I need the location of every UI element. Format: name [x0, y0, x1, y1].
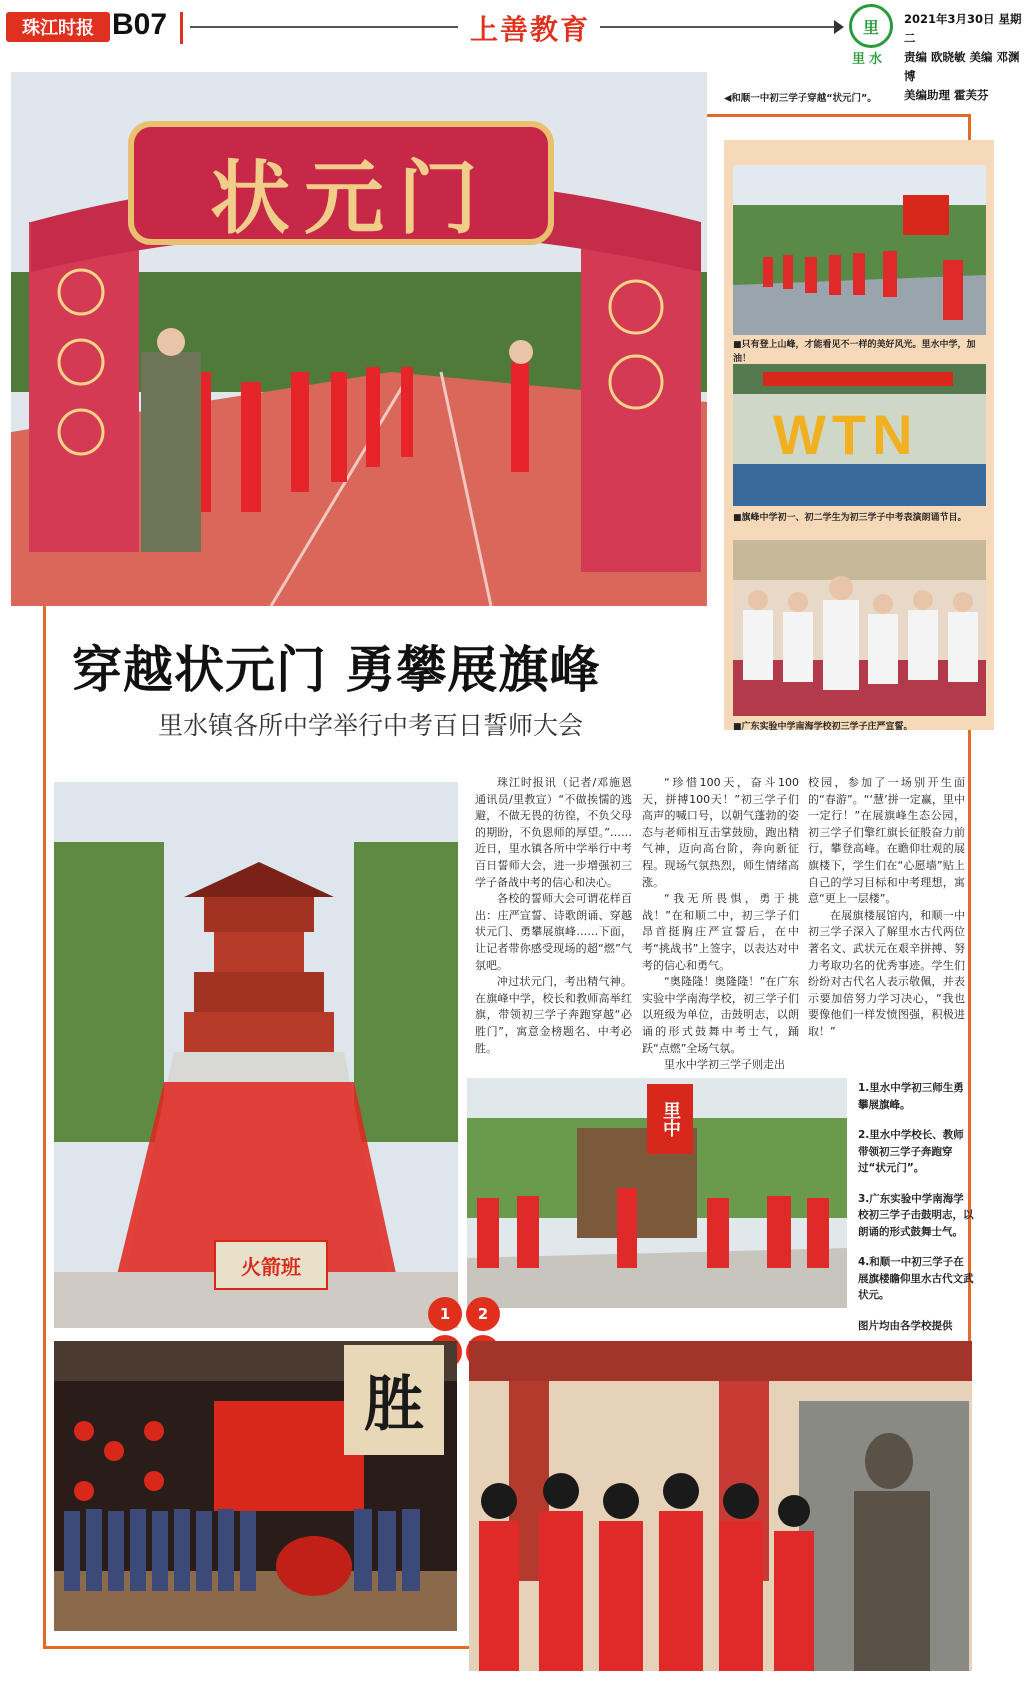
article-column-2 [642, 775, 799, 1074]
article-column-1 [475, 775, 632, 1057]
header-rule-right [600, 26, 840, 28]
legend-item-2: 2.里水中学校长、教师带领初三学子奔跑穿过“状元门”。 [858, 1129, 964, 1174]
photo-oath [733, 540, 986, 716]
paragraph: 各校的誓师大会可谓花样百出：庄严宣誓、诗歌朗诵、穿越状元门、勇攀展旗峰……下面，让记者带你感受现场的超“燃”气氛吧。 [475, 892, 632, 972]
section-title: 上善教育 [470, 13, 591, 46]
header-arrow-icon [834, 20, 844, 34]
issue-info [904, 10, 1024, 105]
logo-label: 里水 [852, 52, 887, 67]
page-number: B07 [112, 8, 168, 41]
rocket-class-banner: 火箭班 [214, 1240, 328, 1290]
photo-3-drum-stage [54, 1341, 457, 1631]
photo-wtn-performance [733, 364, 986, 506]
photo-4-statue-hall [469, 1341, 972, 1671]
paragraph: “珍惜100天，奋斗100天，拼搏100天！”初三学子们高声的喊口号，以朝气蓬勃的姿态与老师相互击掌鼓励，跑出精气神，迈向高台阶，奔向新征程。现场气氛热烈，师生情绪高涨。 [642, 776, 799, 889]
oath-illustration [733, 540, 986, 716]
paragraph: 珠江时报讯（记者/邓施恩 通讯员/里教宣）“不做挨懦的逃避，不做无畏的彷徨，不负父母的期盼，不负恩师的厚望。”……近日，里水镇各所中学举行中考百日誓师大会，进一步增强初三学子备战中考的信心和决心。 [475, 776, 632, 889]
photo-number-2: 2 [466, 1297, 500, 1331]
top-photo-caption: ◀和顺一中初三学子穿越“状元门”。 [724, 93, 877, 104]
side-caption-1: ■只有登上山峰，才能看见不一样的美好风光。里水中学，加油！ [733, 340, 976, 364]
paragraph: “我无所畏惧，勇于挑战！”在和顺二中，初三学子们昂首挺胸庄严宣誓后，在中考“挑战书”上签字，以表达对中考的信心和勇气。 [642, 892, 799, 972]
photo-legend [858, 1080, 974, 1348]
photo-credit: 图片均由各学校提供 [858, 1319, 953, 1332]
masthead-logo: 珠江时报 [6, 12, 110, 42]
photo-zhuangyuan-gate [11, 72, 707, 606]
photo-number-1: 1 [428, 1297, 462, 1331]
subheadline: 里水镇各所中学举行中考百日誓师大会 [158, 711, 584, 740]
paragraph: “奥隆隆！奥隆隆！”在广东实验中学南海学校，初三学子们以班级为单位，击鼓明志，以朗诵的形式鼓舞中考士气，踊跃“点燃”全场气氛。 [642, 975, 799, 1055]
paragraph: 冲过状元门，考出精气神。在旗峰中学，校长和教师高举红旗，带领初三学子奔跑穿越“必胜门”，寓意金榜题名、中考必胜。 [475, 975, 632, 1055]
paragraph: 校园，参加了一场别开生面的“春游”。“‘慧’拼一定赢，里中一定行！”在展旗峰生态公园，初三学子们擎红旗长征般奋力前行，攀登高峰。在瞻仰壮观的展旗楼下，学生们在“心愿墙”贴上自己的学习目标和中考理想，寓意“更上一层楼”。 [808, 776, 965, 906]
paragraph: 在展旗楼展馆内，和顺一中初三学子深入了解里水古代两位著名文、武状元在艰辛拼搏、努力考取功名的优秀事迹。学生们纷纷对古代名人表示敬佩，并表示要加倍努力学习决心，“我也要像他们一样发愤图强，积极进取！” [808, 908, 965, 1038]
issue-date: 2021年3月30日 星期二 [904, 12, 1022, 45]
statue-hall-illustration [469, 1341, 972, 1671]
paragraph: 里水中学初三学子则走出 [664, 1058, 785, 1072]
header-separator [180, 12, 183, 44]
gate-banner-text: 状元门 [210, 151, 492, 245]
legend-item-1: 1.里水中学初三师生勇攀展旗峰。 [858, 1082, 964, 1111]
victory-banner: 胜 [344, 1345, 444, 1455]
wtn-formation: WTN [773, 403, 919, 466]
photo-1-group-stairs [54, 782, 458, 1328]
header-rule-left [190, 26, 458, 28]
lishui-logo-icon: 里 [848, 4, 894, 50]
legend-item-4: 4.和顺一中初三学子在展旗楼瞻仰里水古代文武状元。 [858, 1256, 974, 1301]
side-caption-2: ■旗峰中学初一、初二学生为初三学子中考表演朗诵节目。 [733, 513, 967, 523]
lizhong-flag: 里中 [647, 1084, 693, 1154]
climbing-illustration [733, 165, 986, 335]
issue-assistant: 美编助理 霍芙芬 [904, 88, 989, 102]
photo-2-running-gate [467, 1078, 847, 1308]
headline: 穿越状元门 勇攀展旗峰 [72, 640, 601, 699]
legend-item-3: 3.广东实验中学南海学校初三学子击鼓明志，以朗诵的形式鼓舞士气。 [858, 1192, 974, 1238]
issue-editor: 责编 欧晓敏 美编 邓渊博 [904, 50, 1020, 83]
article-column-3 [808, 775, 965, 1041]
side-caption-3: ■广东实验中学南海学校初三学子庄严宣誓。 [733, 722, 913, 732]
photo-climbing [733, 165, 986, 335]
